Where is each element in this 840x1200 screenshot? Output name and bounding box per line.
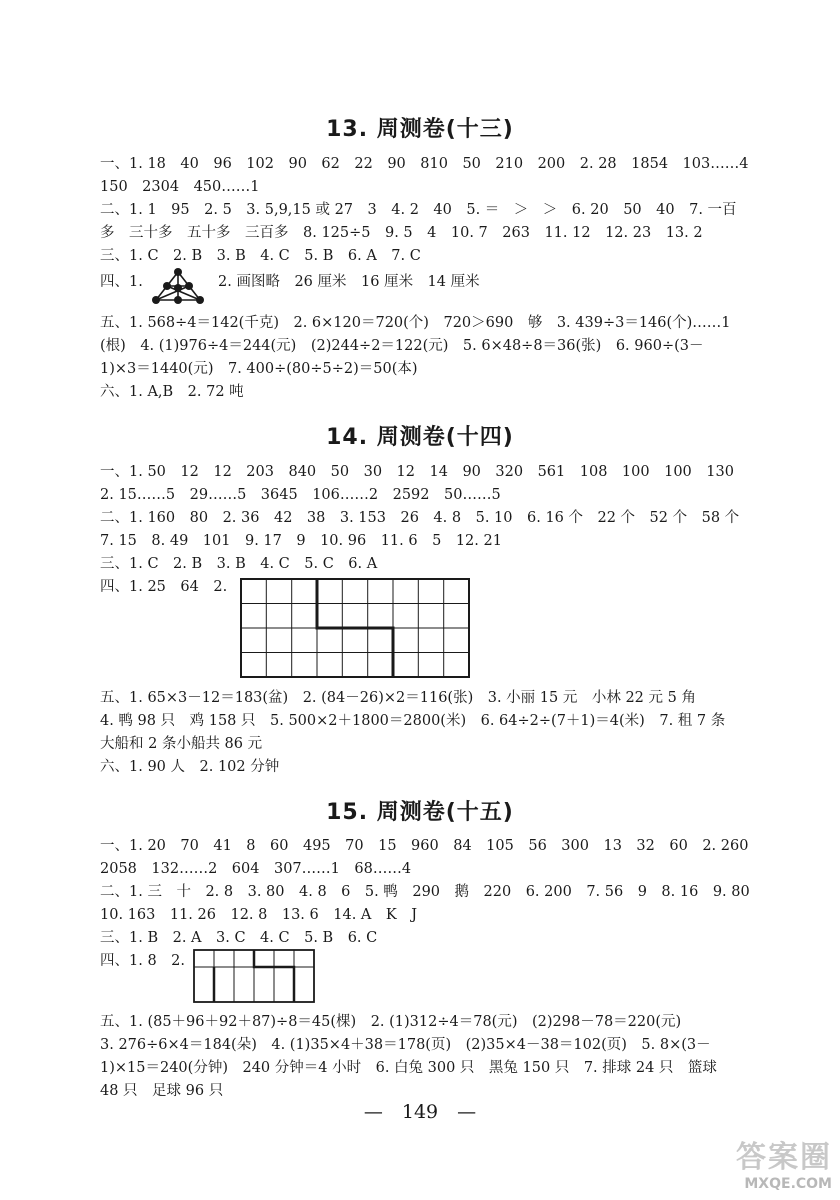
s13-line: 四、1. [100, 274, 143, 290]
watermark-text: 答案圈 [736, 1140, 832, 1175]
s13-line: (根) 4. (1)976÷4＝244(元) (2)244÷2＝122(元) 5. 6×48÷8＝36(张) 6. 960÷(3－ [100, 338, 704, 354]
watermark-url: MXQE.COM [744, 1176, 832, 1192]
s15-line: 五、1. (85＋96＋92＋87)÷8＝45(棵) 2. (1)312÷4＝78(元) (2)298－78＝220(元) [100, 1014, 682, 1030]
s14-line: 大船和 2 条小船共 86 元 [100, 736, 263, 752]
s14-line: 一、1. 50 12 12 203 840 50 30 12 14 90 320 561 108 100 100 130 [100, 464, 734, 480]
s13-line: 150 2304 450……1 [100, 179, 260, 195]
s13-line: 1)×3＝1440(元) 7. 400÷(80÷5÷2)＝50(本) [100, 361, 418, 377]
dot-triangle-figure [150, 266, 206, 306]
s15-line: 3. 276÷6×4＝184(朵) 4. (1)35×4＋38＝178(页) (2)35×4－38＝102(页) 5. 8×(3－ [100, 1037, 711, 1053]
section-14-title: 14. 周测卷(十四) [326, 425, 514, 450]
s15-line: 48 只 足球 96 只 [100, 1083, 224, 1099]
s15-line: 二、1. 三 十 2. 8 3. 80 4. 8 6 5. 鸭 290 鹅 220 6. 200 7. 56 9 8. 16 9. 80 [100, 884, 750, 900]
s13-line: 多 三十多 五十多 三百多 8. 125÷5 9. 5 4 10. 7 263 11. 12 12. 23 13. 2 [100, 225, 703, 241]
s13-line: 2. 画图略 26 厘米 16 厘米 14 厘米 [218, 274, 480, 290]
s14-line: 4. 鸭 98 只 鸡 158 只 5. 500×2＋1800＝2800(米) 6. 64÷2÷(7＋1)＝4(米) 7. 租 7 条 [100, 713, 726, 729]
section-13-title: 13. 周测卷(十三) [326, 117, 514, 142]
s14-line: 五、1. 65×3－12＝183(盆) 2. (84－26)×2＝116(张) 3. 小丽 15 元 小林 22 元 5 角 [100, 690, 696, 706]
grid-figure-large [240, 578, 470, 678]
s15-line: 2058 132……2 604 307……1 68……4 [100, 861, 412, 877]
s14-line: 四、1. 25 64 2. [100, 579, 228, 595]
s14-line: 二、1. 160 80 2. 36 42 38 3. 153 26 4. 8 5. 10 6. 16 个 22 个 52 个 58 个 [100, 510, 740, 526]
page-number: — 149 — [363, 1101, 477, 1123]
s14-line: 三、1. C 2. B 3. B 4. C 5. C 6. A [100, 556, 378, 572]
s13-line: 五、1. 568÷4＝142(千克) 2. 6×120＝720(个) 720＞690 够 3. 439÷3＝146(个)……1 [100, 315, 731, 331]
section-15-title: 15. 周测卷(十五) [326, 800, 514, 825]
grid-figure-small [193, 949, 315, 1003]
s15-line: 10. 163 11. 26 12. 8 13. 6 14. A K J [100, 907, 418, 923]
s14-line: 7. 15 8. 49 101 9. 17 9 10. 96 11. 6 5 12. 21 [100, 533, 502, 549]
s15-line: 一、1. 20 70 41 8 60 495 70 15 960 84 105 56 300 13 32 60 2. 260 [100, 838, 749, 854]
s13-line: 六、1. A,B 2. 72 吨 [100, 384, 244, 400]
s15-line: 1)×15＝240(分钟) 240 分钟＝4 小时 6. 白兔 300 只 黑兔 150 只 7. 排球 24 只 篮球 [100, 1060, 717, 1076]
s13-line: 二、1. 1 95 2. 5 3. 5,9,15 或 27 3 4. 2 40 5. ＝ ＞ ＞ 6. 20 50 40 7. 一百 [100, 202, 737, 218]
watermark-logo [736, 1132, 832, 1192]
s13-line: 三、1. C 2. B 3. B 4. C 5. B 6. A 7. C [100, 248, 421, 264]
s14-line: 2. 15……5 29……5 3645 106……2 2592 50……5 [100, 487, 501, 503]
s14-line: 六、1. 90 人 2. 102 分钟 [100, 759, 280, 775]
s15-line: 三、1. B 2. A 3. C 4. C 5. B 6. C [100, 930, 378, 946]
s13-line: 一、1. 18 40 96 102 90 62 22 90 810 50 210 200 2. 28 1854 103……4 [100, 156, 749, 172]
s15-line: 四、1. 8 2. [100, 953, 186, 969]
